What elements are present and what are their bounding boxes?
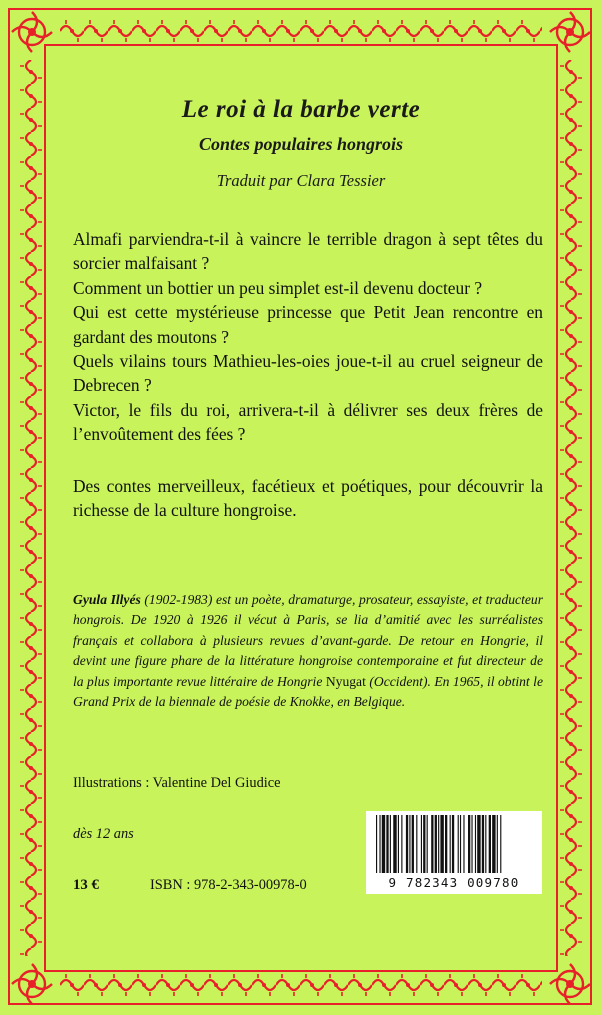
barcode-bar bbox=[401, 815, 402, 873]
barcode-bar bbox=[458, 815, 459, 873]
barcode-bar bbox=[485, 815, 486, 873]
barcode-bar bbox=[468, 815, 470, 873]
teaser-question: Comment un bottier un peu simplet est-il devenu docteur ? bbox=[73, 277, 483, 298]
illustrations-credit: Illustrations : Valentine Del Giudice bbox=[73, 775, 281, 791]
barcode-bar bbox=[421, 815, 422, 873]
barcode-bar bbox=[452, 815, 454, 873]
barcode-bar bbox=[471, 815, 472, 873]
corner-ornament-bottom-left bbox=[6, 958, 58, 1010]
barcode-bar bbox=[450, 815, 451, 873]
review-name: Nyugat bbox=[325, 673, 366, 689]
book-subtitle: Contes populaires hongrois bbox=[198, 134, 404, 154]
teaser-question: Quels vilains tours Mathieu-les-oies joue-t-il au cruel seigneur de Debrecen ? bbox=[73, 351, 543, 396]
barcode-bar bbox=[440, 815, 443, 873]
barcode-bar bbox=[376, 815, 377, 873]
barcode-bar bbox=[492, 815, 495, 873]
border-ornament-left bbox=[18, 60, 44, 956]
teaser-question: Qui est cette mystérieuse princesse que Petit Jean rencontre en gardant des moutons ? bbox=[73, 302, 543, 347]
age-range: dès 12 ans bbox=[73, 826, 134, 842]
translator-credit: Traduit par Clara Tessier bbox=[216, 171, 386, 190]
book-title: Le roi à la barbe verte bbox=[181, 96, 421, 123]
corner-ornament-bottom-right bbox=[544, 958, 596, 1010]
border-ornament-top bbox=[60, 18, 542, 44]
border-ornament-bottom bbox=[60, 972, 542, 998]
barcode-bar bbox=[406, 815, 408, 873]
barcode-bar bbox=[412, 815, 414, 873]
barcode-bar bbox=[379, 815, 380, 873]
blurb: Des contes merveilleux, facétieux et poétiques, pour découvrir la richesse de la culture hongroise. bbox=[73, 476, 543, 521]
barcode-digits: 9 782343 009780 bbox=[388, 875, 520, 890]
teaser-question: Almafi parviendra-t-il à vaincre le terrible dragon à sept têtes du sorcier malfaisant ? bbox=[73, 229, 543, 274]
barcode-bar bbox=[463, 815, 464, 873]
barcode-bar bbox=[386, 815, 388, 873]
barcode-bar bbox=[416, 815, 417, 873]
author-name: Gyula Illyés bbox=[73, 592, 141, 607]
barcode-bar bbox=[398, 815, 399, 873]
barcode-bar bbox=[482, 815, 484, 873]
barcode-bar bbox=[460, 815, 461, 873]
barcode-bar bbox=[500, 815, 501, 873]
barcode-bar bbox=[431, 815, 433, 873]
barcode-bar bbox=[475, 815, 476, 873]
teaser-questions bbox=[73, 227, 543, 447]
barcode-bar bbox=[390, 815, 391, 873]
barcode-bar bbox=[393, 815, 396, 873]
author-bio-text-end: (Occident). En 1965, il obtint le Grand Prix de la biennale de poésie de Knokke, en Belgique. bbox=[73, 673, 543, 710]
corner-ornament-top-right bbox=[544, 6, 596, 58]
barcode-bar bbox=[438, 815, 439, 873]
barcode bbox=[366, 811, 542, 894]
teaser-question: Victor, le fils du roi, arrivera-t-il à délivrer ses deux frères de l’envoûtement des fées ? bbox=[73, 399, 543, 445]
price: 13 € bbox=[73, 877, 99, 893]
border-ornament-right bbox=[558, 60, 584, 956]
corner-ornament-top-left bbox=[6, 6, 58, 58]
isbn: ISBN : 978-2-343-00978-0 bbox=[150, 877, 307, 893]
author-bio-text: (1902-1983) est un poète, dramaturge, prosateur, essayiste, et traducteur hongrois. De 1920 à 1926 il vécut à Paris, se lia d’amitié avec les surréalistes français et collabora à plusieurs revues d’avant-garde. De retour en Hongrie, il devint une figure phare de la littérature hongroise contemporaine et fut directeur de la plus importante revue littéraire de Hongrie bbox=[73, 592, 543, 689]
barcode-bar bbox=[435, 815, 437, 873]
barcode-bar bbox=[477, 815, 480, 873]
barcode-bar bbox=[423, 815, 425, 873]
barcode-bar bbox=[489, 815, 491, 873]
barcode-bar bbox=[409, 815, 410, 873]
barcode-bars bbox=[366, 811, 542, 875]
barcode-bar bbox=[382, 815, 385, 873]
author-bio bbox=[73, 590, 543, 712]
barcode-bar bbox=[445, 815, 447, 873]
barcode-bar bbox=[427, 815, 428, 873]
barcode-bar bbox=[497, 815, 498, 873]
